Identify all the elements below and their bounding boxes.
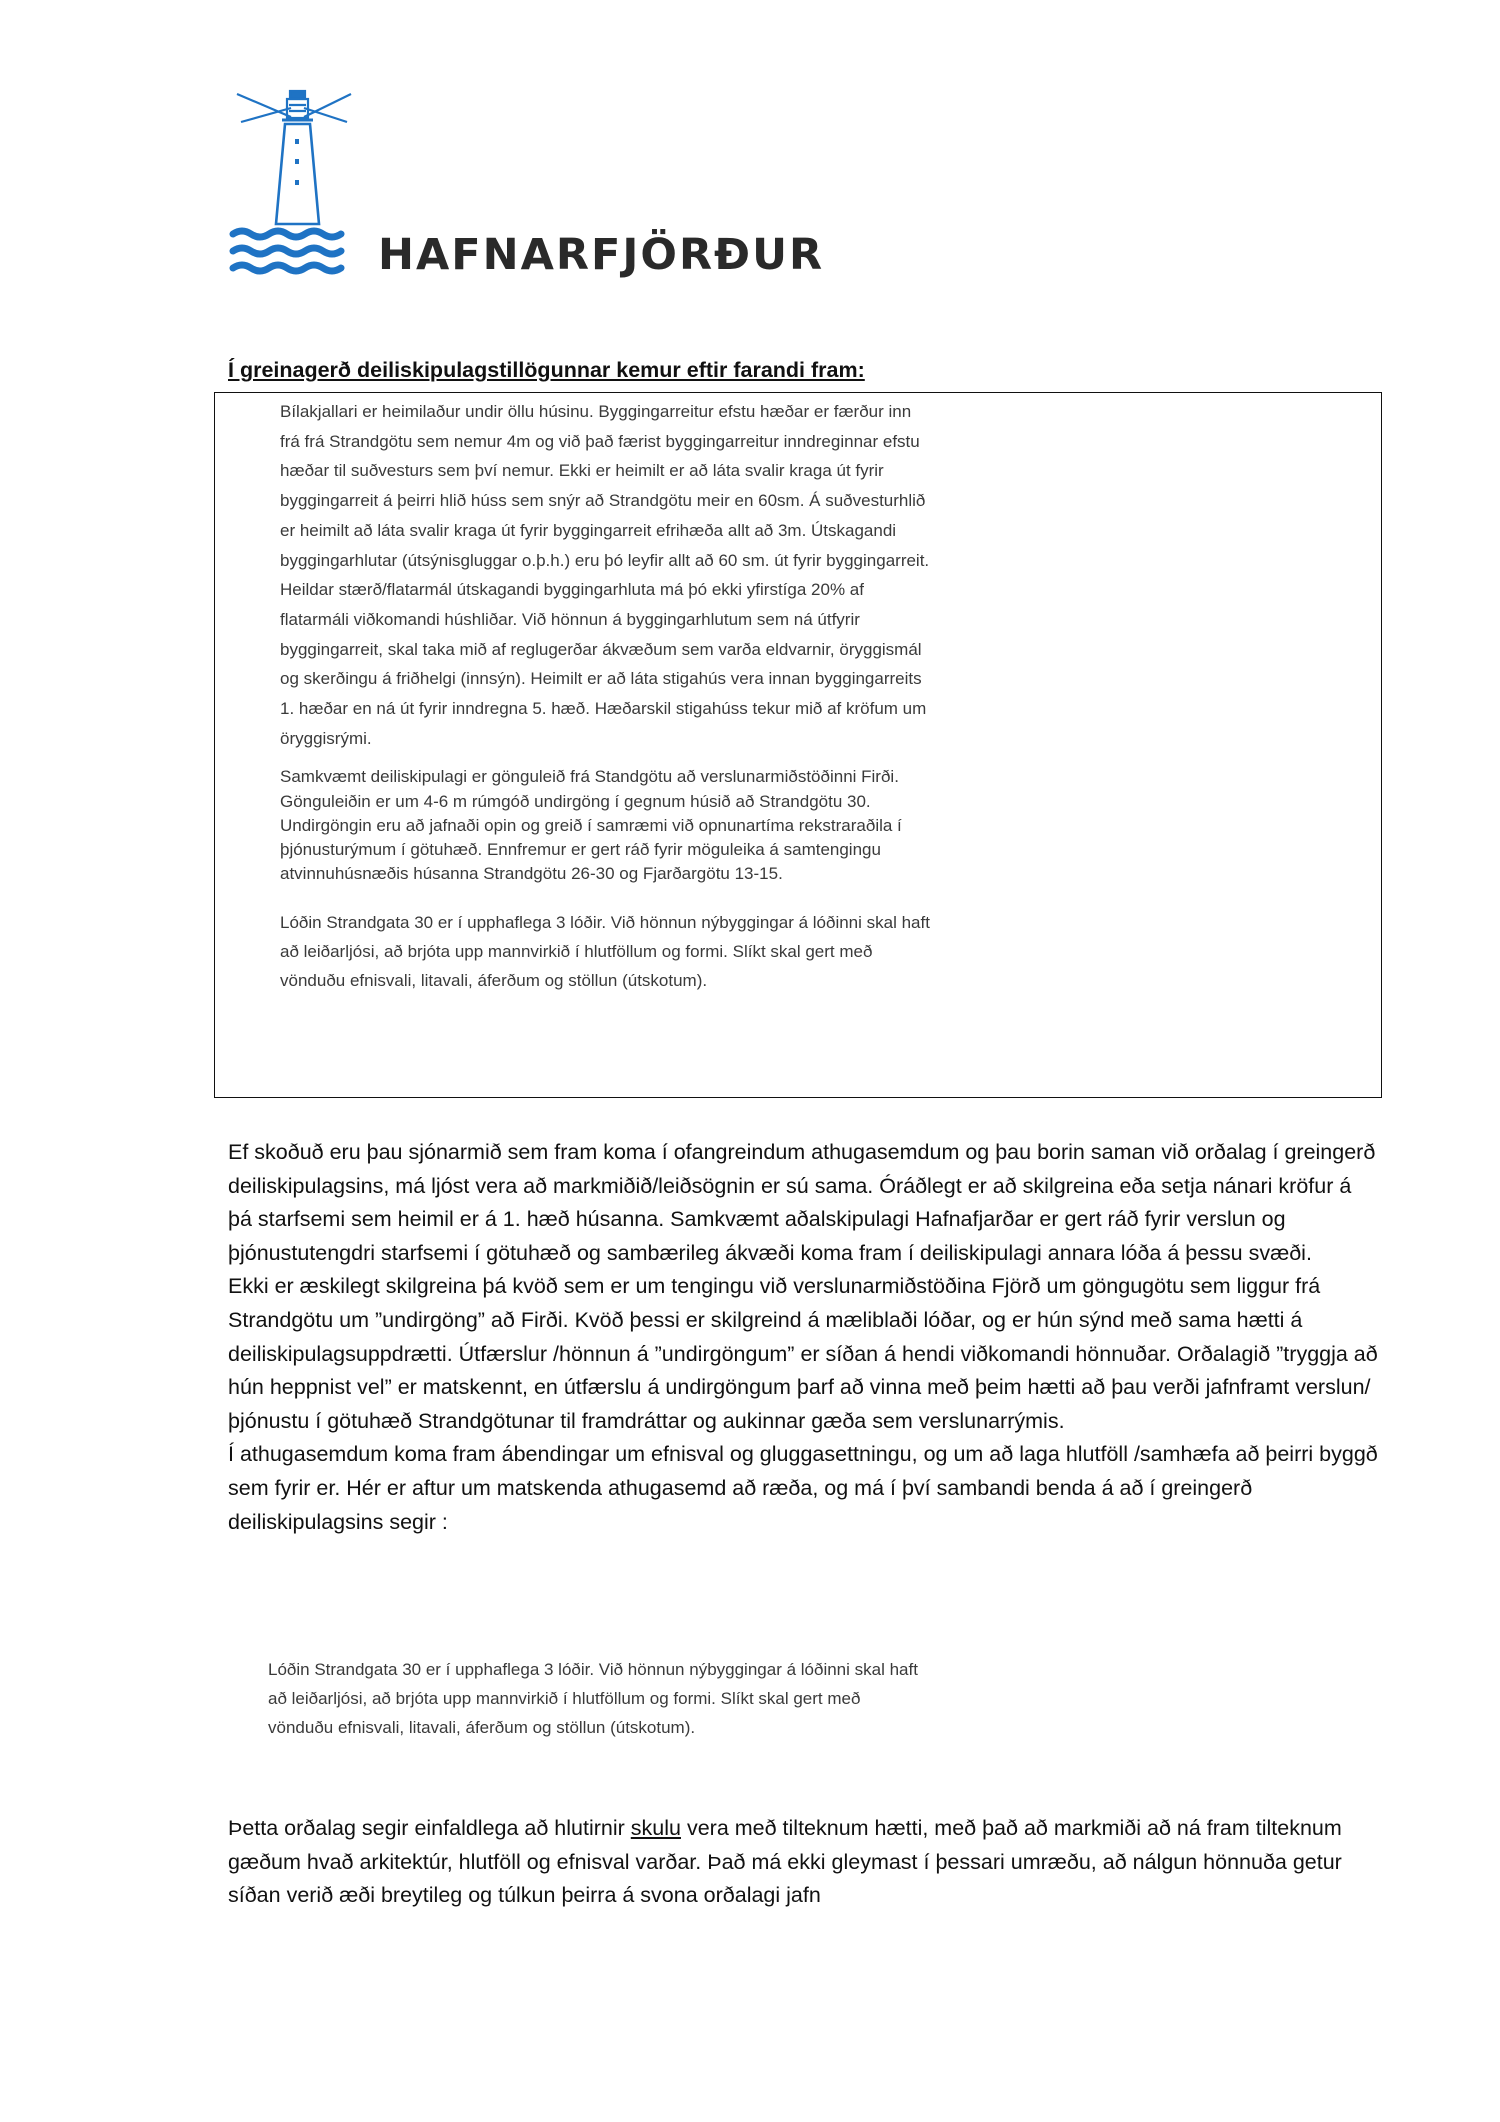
logo-wordmark: HAFNARFJÖRÐUR xyxy=(378,230,825,280)
emphasis-word: skulu xyxy=(630,1816,681,1840)
quoted-excerpt-2 xyxy=(268,1655,928,1742)
section-heading: Í greinagerð deiliskipulagstillögunnar kemur eftir farandi fram: xyxy=(228,358,865,382)
response-text-block xyxy=(228,1136,1378,1539)
excerpt-paragraph-1: Bílakjallari er heimilaður undir öllu húsinu. Byggingarreitur efstu hæðar er færður inn frá frá Strandgötu sem nemur 4m og við það færist byggingarreitur inndreginnar efstu hæðar til suðvesturs sem því nemur. Ekki er heimilt er að láta svalir kraga út fyrir byggingarreit á þeirri hlið húss sem snýr að Strandgötu meir en 60sm. Á suðvesturhlið er heimilt að láta svalir kraga út fyrir byggingarreit efrihæða allt að 3m. Útskagandi byggingarhlutar (útsýnisgluggar o.þ.h.) eru þó leyfir allt að 60 sm. út fyrir byggingarreit. Heildar stærð/flatarmál útskagandi byggingarhluta má þó ekki yfirstíga 20% af flatarmáli viðkomandi húshliðar. Við hönnun á byggingarhlutum sem ná útfyrir byggingarreit, skal taka mið af reglugerðar ákvæðum sem varða eldvarnir, öryggismál og skerðingu á friðhelgi (innsýn). Heimilt er að láta stigahús vera innan byggingarreits 1. hæðar en ná út fyrir inndregna 5. hæð. Hæðarskil stigahúss tekur mið af kröfum um öryggisrými. xyxy=(280,402,930,748)
quote-paragraph: Lóðin Strandgata 30 er í upphaflega 3 lóðir. Við hönnun nýbyggingar á lóðinni skal haft að leiðarljósi, að brjóta upp mannvirkið í hlutföllum og formi. Slíkt skal gert með vönduðu efnisvali, litavali, áferðum og stöllun (útskotum). xyxy=(268,1660,918,1737)
excerpt-paragraph-3: Lóðin Strandgata 30 er í upphaflega 3 lóðir. Við hönnun nýbyggingar á lóðinni skal haft að leiðarljósi, að brjóta upp mannvirkið í hlutföllum og formi. Slíkt skal gert með vönduðu efnisvali, litavali, áferðum og stöllun (útskotum). xyxy=(280,913,930,991)
response-paragraph-1: Ef skoðuð eru þau sjónarmið sem fram koma í ofangreindum athugasemdum og þau borin saman við orðalag í greingerð deiliskipulagsins, má ljóst vera að markmiðið/leiðsögnin er sú sama. Óráðlegt er að skilgreina eða setja nánari kröfur á þá starfsemi sem heimil er á 1. hæð húsanna. Samkvæmt aðalskipulagi Hafnafjarðar er gert ráð fyrir verslun og þjónustutengdri starfsemi í götuhæð og sambærileg ákvæði koma fram í deiliskipulagi annara lóða á þessu svæði. xyxy=(228,1140,1376,1265)
closing-text-end: vera með tilteknum hætti, með það að markmiði að ná fram tilteknum gæðum hvað arkitektúr, hlutföll og efnisval varðar. Það má ekki gleymast í þessari umræðu, að nálgun hönnuða getur síðan verið æði breytileg og túlkun þeirra á svona orðalagi jafn xyxy=(228,1816,1342,1908)
excerpt-paragraph-2: Samkvæmt deiliskipulagi er gönguleið frá Standgötu að verslunarmiðstöðinni Firði. Gönguleiðin er um 4-6 m rúmgóð undirgöng í gegnum húsið að Strandgötu 30. Undirgöngin eru að jafnaði opin og greið í samræmi við opnunartíma rekstraraðila í þjónusturýmum í götuhæð. Ennfremur er gert ráð fyrir möguleika á samtengingu atvinnuhúsnæðis húsanna Strandgötu 26-30 og Fjarðargötu 13-15. xyxy=(280,767,902,884)
quoted-excerpt-box xyxy=(214,392,1382,1098)
closing-text-start: Þetta orðalag segir einfaldlega að hlutirnir xyxy=(228,1816,631,1840)
hafnarfjordur-logo xyxy=(228,84,848,294)
response-paragraph-2: Ekki er æskilegt skilgreina þá kvöð sem er um tengingu við verslunarmiðstöðina Fjörð um göngugötu sem liggur frá Strandgötu um ”undirgöng” að Firði. Kvöð þessi er skilgreind á mæliblaði lóðar, og er hún sýnd með sama hætti á deiliskipulagsuppdrætti. Útfærslur /hönnun á ”undirgöngum” er síðan á hendi viðkomandi hönnuðar. Orðalagið ”tryggja að hún heppnist vel” er matskennt, en útfærslu á undirgöngum þarf að vinna með þeim hætti að þau verði jafnframt verslun/þjónustu í götuhæð Strandgötunar til framdráttar og aukinnar gæða sem verslunarrýmis. xyxy=(228,1274,1378,1433)
response-paragraph-3: Í athugasemdum koma fram ábendingar um efnisval og gluggasettningu, og um að laga hlutföll /samhæfa að þeirri byggð sem fyrir er. Hér er aftur um matskenda athugasemd að ræða, og má í því sambandi benda á að í greingerð deiliskipulagsins segir : xyxy=(228,1442,1378,1534)
lighthouse-icon xyxy=(228,84,368,294)
closing-paragraph xyxy=(228,1812,1378,1913)
